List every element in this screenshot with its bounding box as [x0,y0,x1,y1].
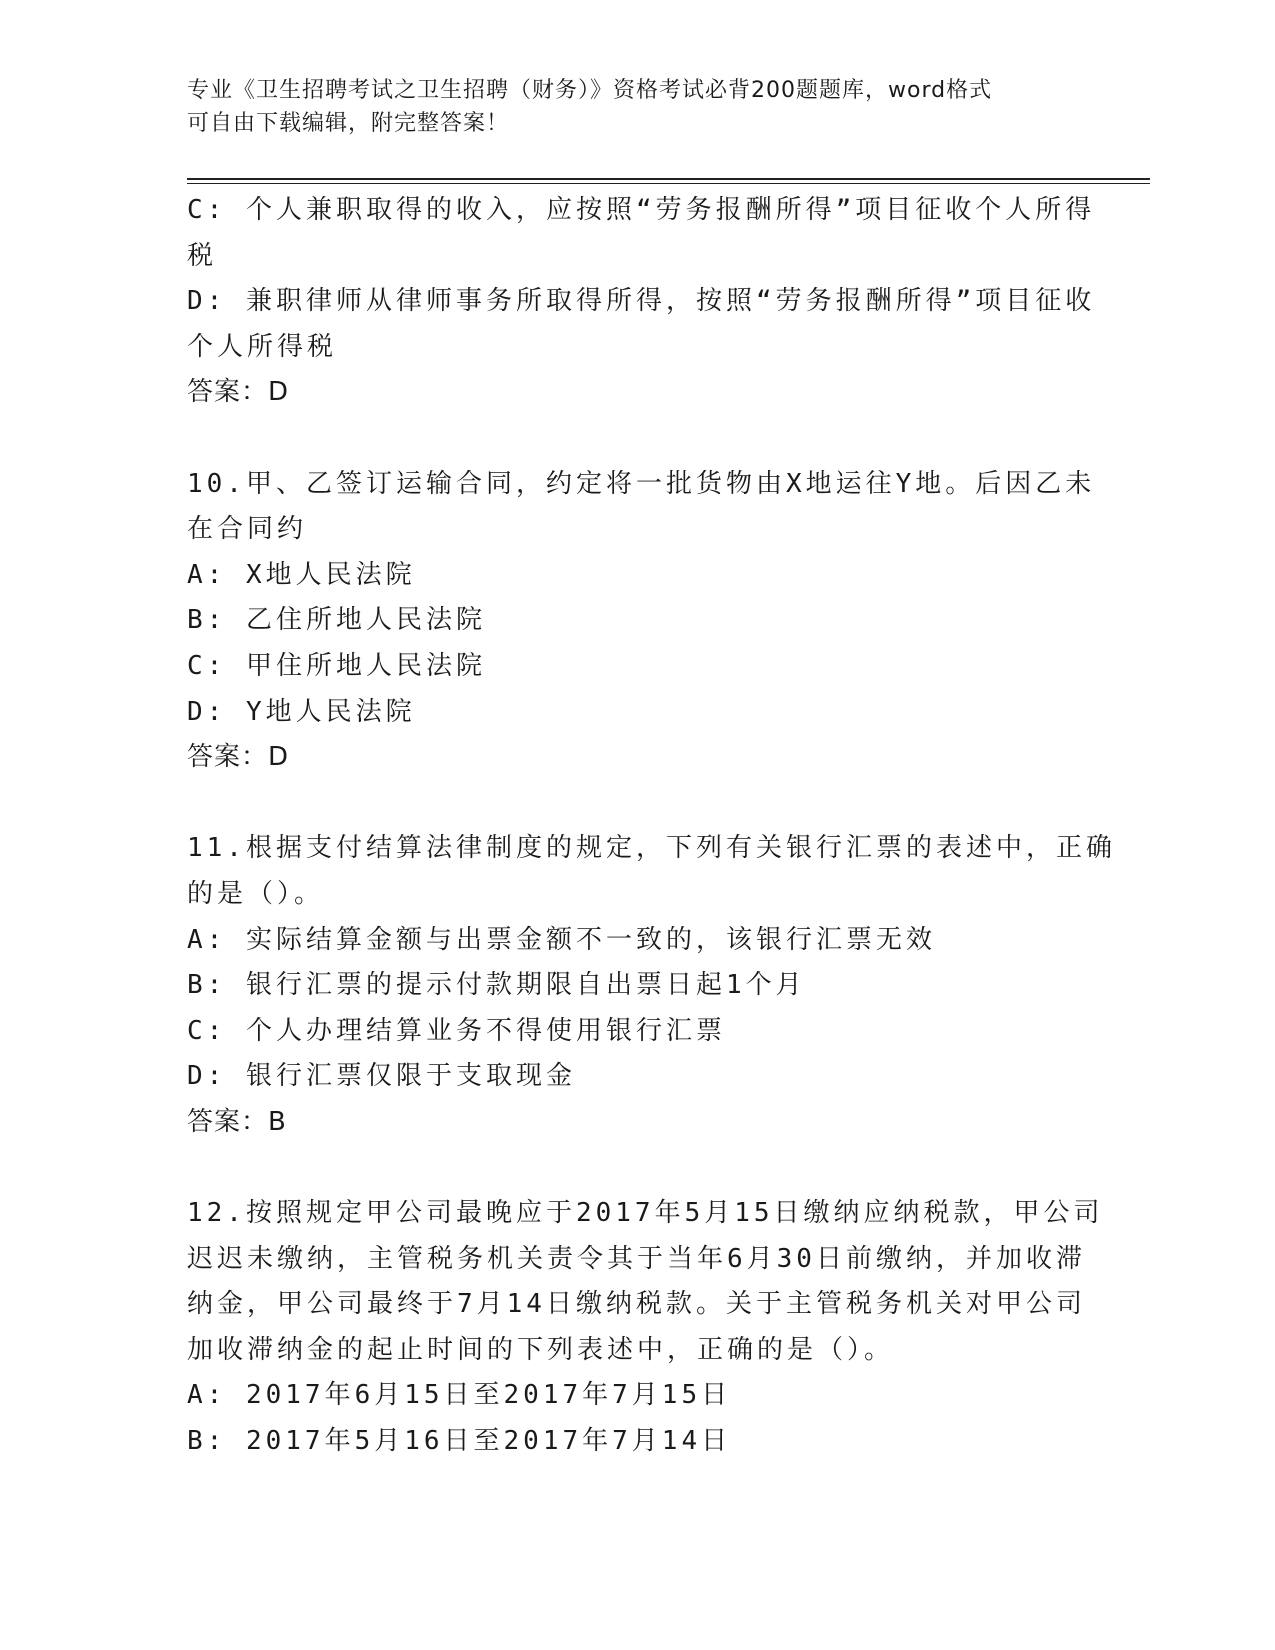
question-9-continued [187,188,1096,416]
spacer [187,416,1067,462]
question-stem-continued: 纳金，甲公司最终于7月14日缴纳税款。关于主管税务机关对甲公司 [187,1289,1086,1320]
question-stem: 11.根据支付结算法律制度的规定，下列有关银行汇票的表述中，正确 [187,833,1116,864]
option-d: D: 兼职律师从律师事务所取得所得，按照“劳务报酬所得”项目征收 [187,286,1096,317]
option-a: A: 2017年6月15日至2017年7月15日 [187,1380,732,1411]
question-11 [187,826,1116,1145]
question-stem-continued: 在合同约 [187,514,308,545]
option-c-continued: 税 [187,240,218,271]
question-content [187,188,1116,1465]
question-stem-continued: 迟迟未缴纳，主管税务机关责令其于当年6月30日前缴纳，并加收滞 [187,1243,1086,1274]
header-divider-thin [187,183,1150,184]
header-title-line-2: 可自由下载编辑，附完整答案！ [187,111,510,136]
option-b: B: 乙住所地人民法院 [187,605,486,636]
answer-line: 答案：D [187,742,290,773]
question-12 [187,1191,1104,1465]
option-b: B: 2017年5月16日至2017年7月14日 [187,1426,732,1457]
option-d: D: Y地人民法院 [187,696,416,727]
option-c: C: 个人办理结算业务不得使用银行汇票 [187,1015,726,1046]
document-header [187,74,1067,140]
answer-line: 答案：B [187,1106,287,1137]
option-b: B: 银行汇票的提示付款期限自出票日起1个月 [187,970,806,1001]
question-stem-continued: 的是（）。 [187,878,325,909]
option-a: A: 实际结算金额与出票金额不一致的，该银行汇票无效 [187,924,936,955]
question-stem: 10.甲、乙签订运输合同，约定将一批货物由X地运往Y地。后因乙未 [187,468,1096,499]
option-d: D: 银行汇票仅限于支取现金 [187,1061,576,1092]
option-c: C: 甲住所地人民法院 [187,650,486,681]
spacer [187,781,1067,827]
question-stem-continued: 加收滞纳金的起止时间的下列表述中，正确的是（）。 [187,1334,895,1365]
header-divider-thick [187,178,1150,180]
option-d-continued: 个人所得税 [187,331,338,362]
header-title-line-1: 专业《卫生招聘考试之卫生招聘（财务）》资格考试必背200题题库，word格式 [187,78,993,103]
spacer [187,1145,1067,1191]
answer-line: 答案：D [187,377,290,408]
option-c: C: 个人兼职取得的收入，应按照“劳务报酬所得”项目征收个人所得 [187,195,1096,225]
question-10 [187,462,1096,781]
question-stem: 12.按照规定甲公司最晚应于2017年5月15日缴纳应纳税款，甲公司 [187,1198,1104,1229]
option-a: A: X地人民法院 [187,559,416,590]
